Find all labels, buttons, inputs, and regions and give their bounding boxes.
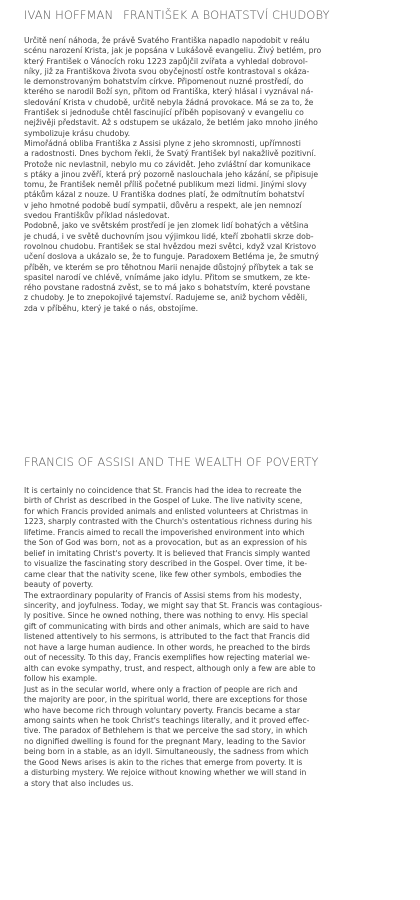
english-text-line: for which Francis provided animals and enlisted volunteers at Christmas in: [24, 506, 308, 516]
english-text-line: the Son of God was born, not as a provocation, but as an expression of his: [24, 538, 308, 548]
czech-body: [24, 36, 396, 314]
english-text-line: sincerity, and joyfulness. Today, we might say that St. Francis was contagious-: [24, 600, 323, 610]
english-text-line: the majority are poor, in the spiritual world, there are exceptions for those: [24, 695, 308, 705]
english-text-line: not have a large human audience. In other words, he preached to the birds: [24, 642, 311, 652]
english-paragraph: [24, 591, 396, 685]
english-article: [24, 455, 396, 789]
czech-text-line: nejživěji představit. Až s odstupem se ukázalo, že betlém jako mnoho jiného: [24, 118, 318, 128]
czech-text-line: který František o Vánocích roku 1223 zapůjčil zvířata a vyhledal dobrovol-: [24, 56, 308, 66]
czech-text-line: sledování Krista v chudobě, určitě nebyla žádná provokace. Má se za to, že: [24, 97, 314, 107]
czech-article: [24, 8, 396, 314]
czech-text-line: le demonstrovaným bohatstvím církve. Připomenout nuzné prostředí, do: [24, 77, 304, 87]
english-text-line: ly positive. Since he owned nothing, there was nothing to envy. His special: [24, 611, 309, 621]
czech-text-line: Určitě není náhoda, že právě Svatého Františka napadlo napodobit v reálu: [24, 36, 310, 45]
english-text-line: out of necessity. To this day, Francis exemplifies how rejecting material we-: [24, 653, 310, 663]
english-text-line: among saints when he took Christ's teachings literally, and it proved effec-: [24, 715, 310, 725]
czech-text-line: rovolnou chudobu. František se stal hvězdou mezi světci, když vzal Kristovo: [24, 241, 317, 251]
czech-text-line: s ptáky a jinou zvěří, která prý pozorně naslouchala jeho kázání, se připisuje: [24, 169, 319, 179]
czech-text-line: a radostnosti. Dnes bychom řekli, že Svatý František byl nakažlivě pozitivní.: [24, 149, 317, 159]
english-text-line: alth can evoke sympathy, trust, and respect, although only a few are able to: [24, 663, 316, 673]
czech-text-line: z chudoby. Je to znepokojivé tajemství. Radujeme se, aniž bychom věděli,: [24, 293, 308, 303]
czech-paragraph: [24, 36, 396, 139]
english-text-line: 1223, sharply contrasted with the Church's ostentatious richness during his: [24, 517, 312, 527]
czech-text-line: scénu narození Krista, jak je popsána v Lukášově evangeliu. Živý betlém, pro: [24, 46, 322, 56]
english-heading: FRANCIS OF ASSISI AND THE WEALTH OF POVERTY: [24, 455, 319, 469]
czech-paragraph: [24, 139, 396, 221]
czech-title: FRANTIŠEK A BOHATSTVÍ CHUDOBY: [123, 8, 330, 22]
author-name: IVAN HOFFMAN: [24, 8, 114, 22]
czech-text-line: zda v příběhu, který je také o nás, obstojíme.: [24, 303, 199, 313]
english-paragraph: [24, 486, 396, 591]
english-text-line: tive. The paradox of Bethlehem is that we perceive the sad story, in which: [24, 726, 308, 736]
english-text-line: the Good News arises is akin to the riches that emerge from poverty. It is: [24, 757, 303, 767]
english-text-line: who have become rich through voluntary poverty. Francis became a star: [24, 705, 300, 715]
english-text-line: birth of Christ as described in the Gospel of Luke. The live nativity scene,: [24, 496, 303, 506]
english-text-line: It is certainly no coincidence that St. Francis had the idea to recreate the: [24, 486, 302, 495]
english-body: [24, 486, 396, 789]
english-paragraph: [24, 685, 396, 790]
czech-text-line: ptákům kázal z nouze. U Františka dodnes platí, že odmítnutím bohatství: [24, 190, 305, 200]
czech-text-line: níky, již za Františkova života svou obyčejností ostře kontrastoval s okáza-: [24, 66, 310, 76]
czech-text-line: tomu, že František neměl příliš početné publikum mezi lidmi. Jinými slovy: [24, 180, 307, 190]
czech-heading: [24, 8, 396, 22]
czech-text-line: spasitel narodí ve chlévě, vnímáme jako idylu. Přitom se smutkem, ze kte-: [24, 272, 311, 282]
english-text-line: being born in a stable, as an idyll. Simultaneously, the sadness from which: [24, 747, 309, 757]
czech-text-line: učení doslova a ukázalo se, že to funguje. Paradoxem Betléma je, že smutný: [24, 252, 319, 262]
czech-text-line: Podobně, jako ve světském prostředí je jen zlomek lidí bohatých a většina: [24, 221, 309, 231]
czech-text-line: symbolizuje krásu chudoby.: [24, 128, 131, 138]
czech-paragraph: [24, 221, 396, 314]
czech-text-line: v jeho hmotné podobě budí sympatii, důvěru a respekt, ale jen nemnozí: [24, 200, 302, 210]
english-text-line: gift of communicating with birds and other animals, which are said to have: [24, 621, 310, 631]
czech-text-line: je chudá, i ve světě duchovním jsou výjimkou lidé, kteří zbohatli skrze dob-: [24, 231, 314, 241]
english-text-line: follow his example.: [24, 674, 98, 684]
english-text-line: a story that also includes us.: [24, 778, 134, 788]
english-text-line: The extraordinary popularity of Francis of Assisi stems from his modesty,: [24, 590, 302, 600]
czech-text-line: rého povstane radostná zvěst, se to má jako s bohatstvím, které povstane: [24, 283, 311, 293]
english-text-line: came clear that the nativity scene, like few other symbols, embodies the: [24, 569, 302, 579]
english-text-line: belief in imitating Christ's poverty. It is believed that Francis simply wanted: [24, 548, 311, 558]
english-text-line: lifetime. Francis aimed to recall the impoverished environment into which: [24, 527, 305, 537]
english-text-line: beauty of poverty.: [24, 580, 94, 590]
czech-text-line: Protože nic nevlastnil, nebylo mu co závidět. Jeho zvláštní dar komunikace: [24, 159, 311, 169]
czech-text-line: příběh, ve kterém se pro těhotnou Marii nenajde důstojný příbytek a tak se: [24, 262, 314, 272]
english-text-line: to visualize the fascinating story described in the Gospel. Over time, it be-: [24, 559, 308, 569]
english-text-line: a disturbing mystery. We rejoice without knowing whether we will stand in: [24, 768, 307, 778]
czech-text-line: Mimořádná obliba Františka z Assisi plyne z jeho skromnosti, upřímnosti: [24, 138, 301, 148]
english-text-line: Just as in the secular world, where only a fraction of people are rich and: [24, 684, 298, 694]
czech-text-line: kterého se narodil Boží syn, přitom od Františka, který hlásal i vyznával ná-: [24, 87, 314, 97]
english-text-line: listened attentively to his sermons, is attributed to the fact that Francis did: [24, 632, 310, 642]
czech-text-line: svedou Františkův příklad následovat.: [24, 211, 170, 221]
english-text-line: no dignified dwelling is found for the pregnant Mary, leading to the Savior: [24, 736, 306, 746]
czech-text-line: František si jednoduše chtěl fascinující příběh popisovaný v evangeliu co: [24, 108, 304, 118]
